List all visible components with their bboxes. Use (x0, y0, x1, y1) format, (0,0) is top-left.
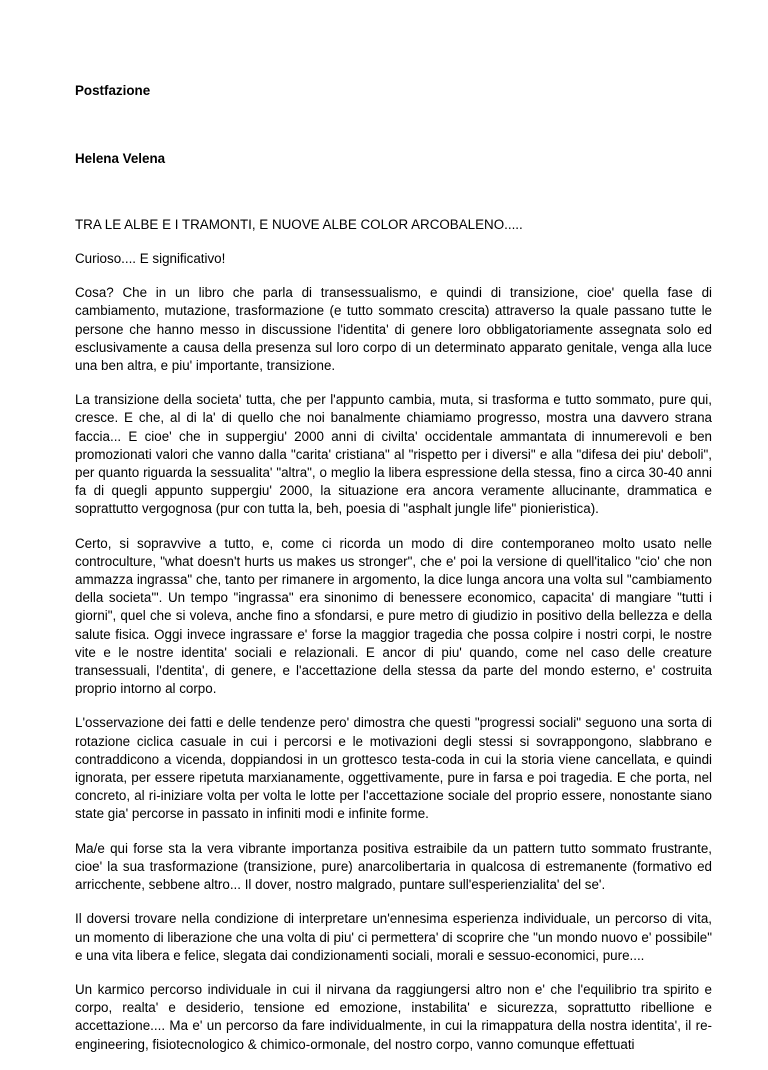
paragraph: La transizione della societa' tutta, che per l'appunto cambia, muta, si trasforma e tutto sommato, pure qui, cresce. E che, al di la' di quello che noi banalmente chiamiamo progresso, mostra una davvero strana faccia... E cioe' che in suppergiu' 2000 anni di civilta' occidentale ammantata di innumerevoli e ben promozionati valori che vanno dalla "carita' cristiana" al "rispetto per i diversi" e alla "difesa dei piu' deboli", per quanto riguarda la sessualita' "altra", o meglio la libera espressione della stessa, fino a circa 30-40 anni fa di quegli appunto suppergiu' 2000, la situazione era ancora veramente allucinante, drammatica e soprattutto vergognosa (pur con tutta la, beh, poesia di "asphalt jungle life" pionieristica). (75, 392, 712, 517)
paragraph: Cosa? Che in un libro che parla di transessualismo, e quindi di transizione, cioe' quella fase di cambiamento, mutazione, trasformazione (e tutto sommato crescita) attraverso la quale passano tutte le persone che hanno messo in discussione l'identita' di genere loro obbligatoriamente assegnata solo ed esclusivamente a causa della presenza sul loro corpo di un determinato apparato genitale, venga alla luce una ben altra, e piu' importante, transizione. (75, 285, 712, 374)
body-text (75, 250, 712, 1070)
author-name: Helena Velena (75, 151, 166, 166)
paragraph: Certo, si sopravvive a tutto, e, come ci ricorda un modo di dire contemporaneo molto usato nelle controculture, "what doesn't hurts us makes us stronger", che e' poi la versione di quell'italico "cio' che non ammazza ingrassa" che, tanto per rimanere in argomento, la dice lunga ancora una volta sul "cambiamento della societa'". Un tempo "ingrassa" era sinonimo di benessere economico, capacita' di mangiare "tutti i giorni", quel che si voleva, anche fino a sfondarsi, e pure metro di giudizio in positivo della bellezza e della salute fisica. Oggi invece ingrassare e' forse la maggior tragedia che possa colpire i nostri corpi, le nostre vite e le nostre identita' sociali e relazionali. E ancor di piu' quando, come nel caso delle creature transessuali, l'dentita', di genere, e l'accettazione della stessa da parte del mondo esterno, e' costruita proprio intorno al corpo. (75, 535, 712, 697)
headline: TRA LE ALBE E I TRAMONTI, E NUOVE ALBE COLOR ARCOBALENO..... (75, 217, 523, 232)
paragraph: Il doversi trovare nella condizione di interpretare un'ennesima esperienza individuale, un percorso di vita, un momento di liberazione che una volta di piu' ci permettera' di scoprire che "un mondo nuovo e' possibile" e una vita libera e felice, slegata dai condizionamenti sociali, morali e sessuo-economici, pure.... (75, 911, 712, 963)
paragraph: Un karmico percorso individuale in cui il nirvana da raggiungersi altro non e' che l'equilibrio tra spirito e corpo, realta' e desiderio, tensione ed emozione, instabilita' e sicurezza, soprattutto ribellione e accettazione.... Ma e' un percorso da fare individualmente, in cui la rimappatura della nostra identita', il re-engineering, fisiotecnologico & chimico-ormonale, del nostro corpo, vanno comunque effettuati (75, 981, 712, 1052)
paragraph: Ma/e qui forse sta la vera vibrante importanza positiva estraibile da un pattern tutto sommato frustrante, cioe' la sua trasformazione (transizione, pure) anarcolibertaria in qualcosa di estremanente (formativo ed arricchente, sebbene altro... Il dover, nostro malgrado, puntare sull'esperienzialita' del se'. (75, 840, 712, 893)
paragraph: Curioso.... E significativo! (75, 251, 226, 266)
section-title: Postfazione (75, 83, 151, 98)
paragraph: L'osservazione dei fatti e delle tendenze pero' dimostra che questi "progressi sociali" seguono una sorta di rotazione ciclica casuale in cui i percorsi e le motivazioni degli stessi si sovrappongono, slabbrano e contraddicono a vicenda, doppiandosi in un grottesco testa-coda in cui la storia viene cancellata, e quindi ignorata, per essere ripetuta marxianamente, oggettivamente, pure in farsa e poi tragedia. E che porta, nel concreto, al ri-iniziare volta per volta le lotte per l'accettazione sociale del proprio essere, nonostante siano state gia' percorse in passato in infiniti modi e infinite forme. (75, 715, 712, 822)
